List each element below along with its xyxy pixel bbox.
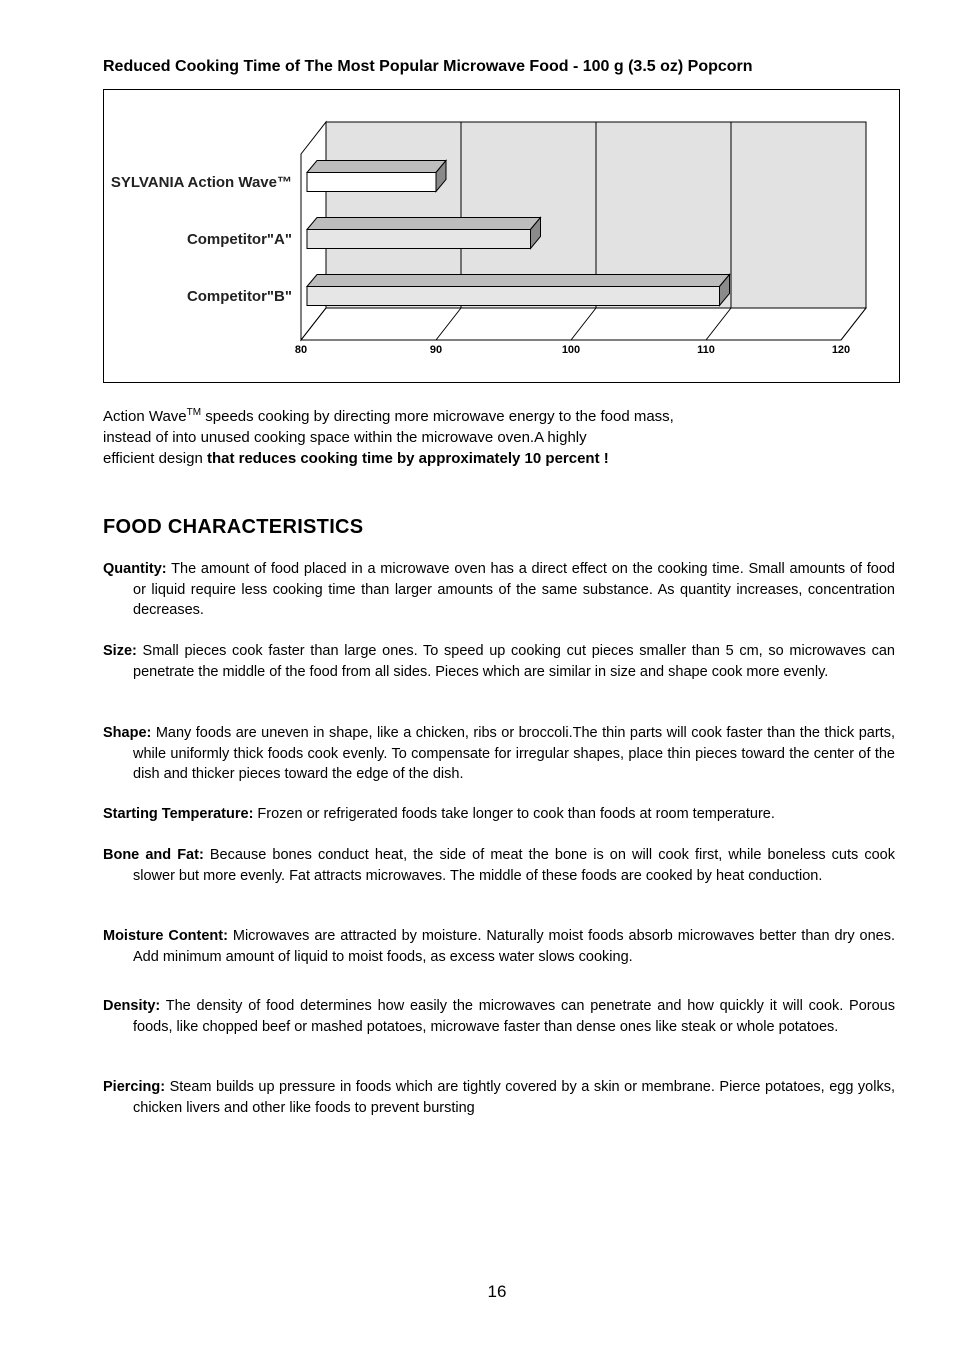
page-number: 16: [487, 1282, 507, 1301]
chart-title: Reduced Cooking Time of The Most Popular Microwave Food - 100 g (3.5 oz) Popcorn: [103, 58, 753, 75]
bar-top: [307, 218, 541, 230]
bar: [307, 173, 436, 192]
chart-frame: [103, 89, 900, 383]
paragraph-shape: Shape: Many foods are uneven in shape, like a chicken, ribs or broccoli.The thin parts will cook faster than the thick parts, while uniformly thick foods cook evenly. To compensate for irregular shapes, place thin pieces toward the center of the dish and thicker pieces toward the edge of the dish.: [103, 725, 895, 782]
intro-line-2: instead of into unused cooking space within the microwave oven.A highly: [103, 429, 587, 446]
paragraph-piercing: Piercing: Steam builds up pressure in foods which are tightly covered by a skin or membrane. Pierce potatoes, egg yolks, chicken livers and other like foods to prevent bursting: [103, 1079, 895, 1116]
paragraph-density: Density: The density of food determines how easily the microwaves can penetrate and how quickly it will cook. Porous foods, like chopped beef or mashed potatoes, microwave faster than dense ones like steak or whole potatoes.: [103, 998, 895, 1035]
paragraph-quantity: Quantity: The amount of food placed in a microwave oven has a direct effect on the cooking time. Small amounts of food or liquid require less cooking time than larger amounts of the same substance. As quantity increases, concentration decreases.: [103, 561, 895, 618]
intro-line-1: Action Wave™ speeds cooking by directing more microwave energy to the food mass,: [103, 407, 674, 425]
category-label: Competitor"B": [186, 288, 292, 305]
paragraph-starting-temperature: Starting Temperature: Frozen or refrigerated foods take longer to cook than foods at room temperature.: [103, 806, 775, 822]
paragraph-moisture-content: Moisture Content: Microwaves are attracted by moisture. Naturally moist foods absorb microwaves better than dry ones. Add minimum amount of liquid to moist foods, as excess water slows cooking.: [103, 928, 895, 965]
x-tick-label: 80: [294, 344, 308, 356]
category-label: Competitor"A": [186, 231, 292, 248]
bar-top: [307, 275, 730, 287]
x-tick-label: 110: [697, 344, 715, 356]
x-tick-label: 90: [429, 344, 443, 356]
section-title: FOOD CHARACTERISTICS: [103, 516, 364, 538]
x-tick-label: 100: [561, 344, 581, 356]
intro-text: [103, 402, 903, 469]
intro-line-3: efficient design that reduces cooking time by approximately 10 percent !: [103, 450, 609, 467]
bar-top: [307, 161, 446, 173]
bar: [307, 230, 531, 249]
paragraph-bone-and-fat: Bone and Fat: Because bones conduct heat, the side of meat the bone is on will cook first, while boneless cuts cook slower but more evenly. Fat attracts microwaves. The middle of these foods are cooked by heat conduction.: [103, 847, 895, 884]
category-label: SYLVANIA Action Wave™: [110, 174, 292, 191]
bar: [307, 287, 720, 306]
paragraph-size: Size: Small pieces cook faster than large ones. To speed up cooking cut pieces smaller than 5 cm, so microwaves can penetrate the middle of the food from all sides. Pieces which are similar in size and shape cook more evenly.: [103, 643, 895, 680]
x-tick-label: 120: [831, 344, 851, 356]
bar-chart: [104, 90, 901, 384]
